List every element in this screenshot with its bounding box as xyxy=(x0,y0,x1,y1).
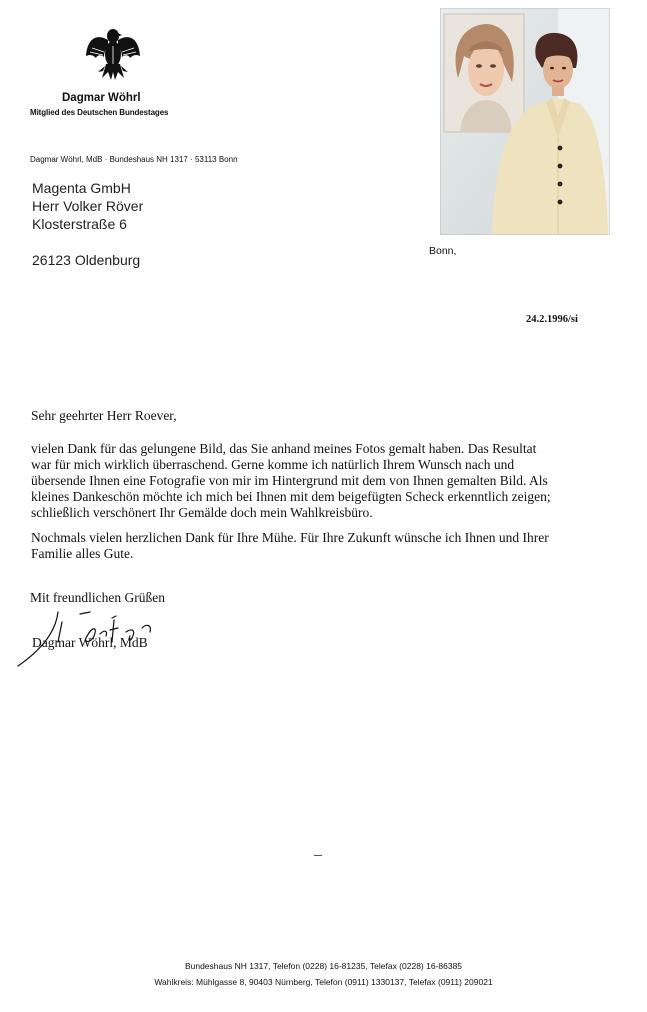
signer-name: Dagmar Wöhrl, MdB xyxy=(32,635,148,650)
date-reference: 24.2.1996/si xyxy=(526,314,578,325)
body-line: kleines Dankeschön möchte ich mich bei Ihnen mit dem beigefügten Scheck erkenntlich zeigen; xyxy=(31,489,551,504)
salutation: Sehr geehrter Herr Roever, xyxy=(31,408,177,423)
body-line: Nochmals vielen herzlichen Dank für Ihre Mühe. Für Ihre Zukunft wünsche ich Ihnen und Ihrer xyxy=(31,530,549,545)
body-line: war für mich wirklich überraschend. Gerne komme ich natürlich Ihrem Wunsch nach und xyxy=(31,457,515,472)
portrait-photo xyxy=(440,8,610,235)
body-paragraph-1 xyxy=(31,441,601,521)
body-line: schließlich verschönert Ihr Gemälde doch mein Wahlkreisbüro. xyxy=(31,505,373,520)
body-line: vielen Dank für das gelungene Bild, das Sie anhand meines Fotos gemalt haben. Das Resultat xyxy=(31,441,537,456)
federal-eagle-icon xyxy=(84,22,142,84)
closing: Mit freundlichen Grüßen xyxy=(30,590,165,605)
footer-line-1: Bundeshaus NH 1317, Telefon (0228) 16-81235, Telefax (0228) 16-86385 xyxy=(184,961,463,971)
sender-subtitle: Mitglied des Deutschen Bundestages xyxy=(30,108,169,117)
body-line: Familie alles Gute. xyxy=(31,546,134,561)
body-line: übersende Ihnen eine Fotografie von mir im Hintergrund mit dem von Ihnen gemalten Bild. Als xyxy=(31,473,548,488)
recipient-company: Magenta GmbH xyxy=(32,180,131,196)
body-paragraph-2 xyxy=(31,530,601,562)
place-label: Bonn, xyxy=(429,245,457,257)
scan-mark xyxy=(314,855,322,856)
recipient-person: Herr Volker Röver xyxy=(32,198,144,214)
sender-name: Dagmar Wöhrl xyxy=(62,92,141,104)
return-address-line: Dagmar Wöhrl, MdB · Bundeshaus NH 1317 · 53113 Bonn xyxy=(30,155,238,164)
recipient-city: 26123 Oldenburg xyxy=(32,252,141,268)
recipient-street: Klosterstraße 6 xyxy=(32,216,127,232)
footer-line-2: Wahlkreis: Mühlgasse 8, 90403 Nürnberg, Telefon (0911) 1330137, Telefax (0911) 209021 xyxy=(154,977,493,987)
